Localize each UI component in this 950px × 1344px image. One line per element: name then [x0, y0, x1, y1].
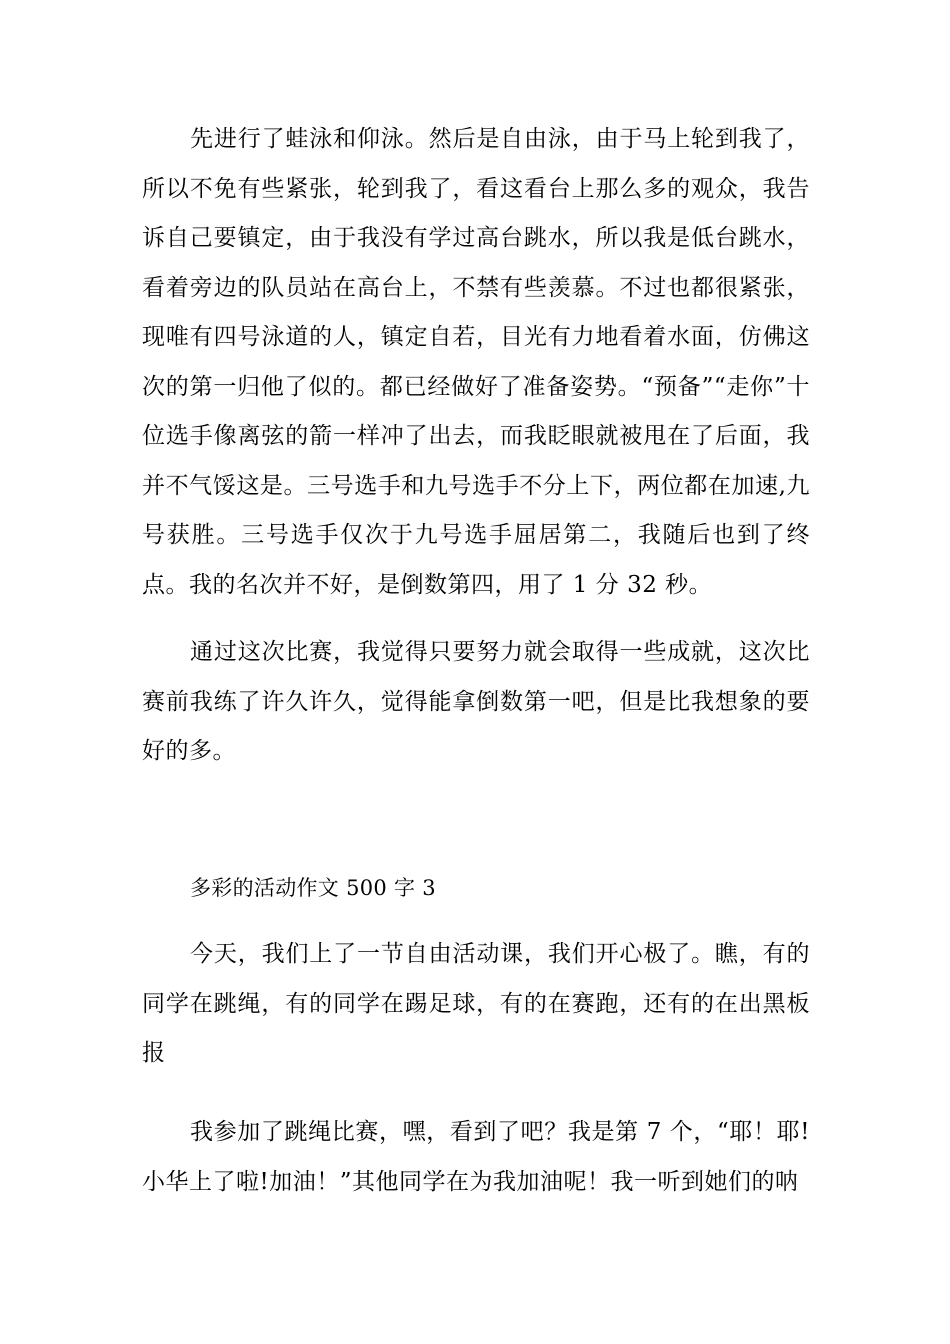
paragraph-free-activity: 今天，我们上了一节自由活动课，我们开心极了。瞧，有的同学在跳绳，有的同学在踢足球，有的在赛跑，还有的在出黑板报: [142, 941, 810, 1066]
paragraph-reflection: 通过这次比赛，我觉得只要努力就会取得一些成就，这次比赛前我练了许久许久，觉得能拿倒数第一吧，但是比我想象的要好的多。: [142, 639, 810, 764]
paragraph-swimming-race: 先进行了蛙泳和仰泳。然后是自由泳，由于马上轮到我了，所以不免有些紧张，轮到我了，看这看台上那么多的观众，我告诉自己要镇定，由于我没有学过高台跳水，所以我是低台跳水，看着旁边的队员站在高台上，不禁有些羡慕。不过也都很紧张，现唯有四号泳道的人，镇定自若，目光有力地看着水面，仿佛这次的第一归他了似的。都已经做好了准备姿势。“预备”“走你”十位选手像离弦的箭一样冲了出去，而我眨眼就被甩在了后面，我并不气馁这是。三号选手和九号选手不分上下，两位都在加速,九号获胜。三号选手仅次于九号选手屈居第二，我随后也到了终点。我的名次并不好，是倒数第四，用了 1 分 32 秒。: [142, 126, 810, 598]
essay-heading: 多彩的活动作文 500 字 3: [190, 876, 436, 900]
paragraph-jump-rope: 我参加了跳绳比赛，嘿，看到了吧？我是第 7 个，“耶！耶!小华上了啦!加油！”其他同学在为我加油呢！我一听到她们的呐: [142, 1119, 810, 1195]
